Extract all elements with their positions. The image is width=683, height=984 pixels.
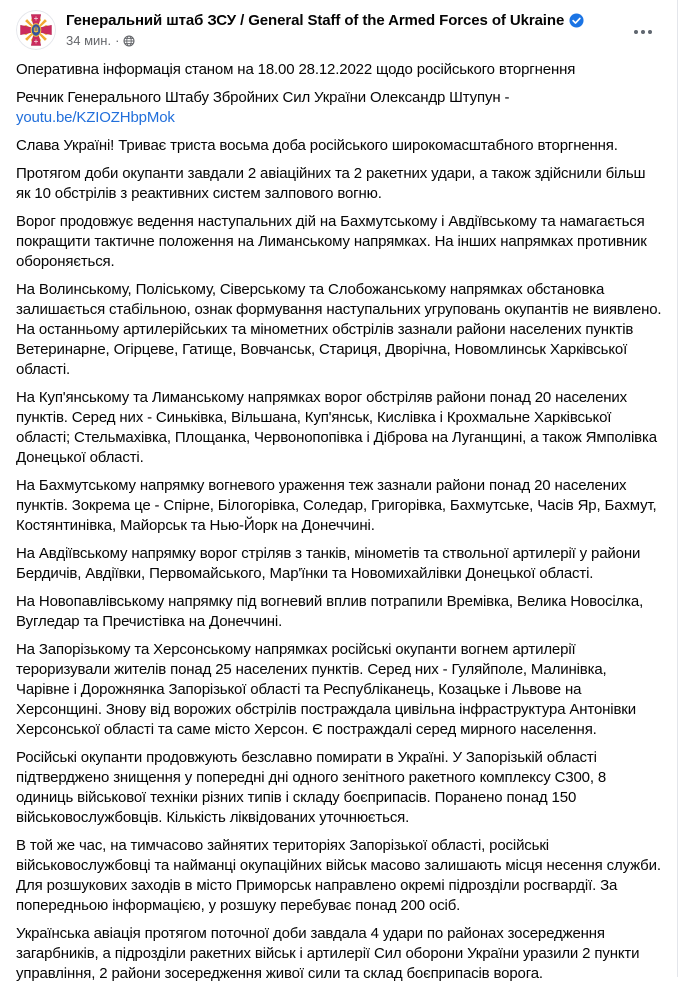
- post-paragraph: Протягом доби окупанти завдали 2 авіаційних та 2 ракетних удари, а також здійснили більш як 10 обстрілів з реактивних систем залпового вогню.: [16, 165, 646, 202]
- post-paragraph: Слава Україні! Триває триста восьма доба російського широкомасштабного вторгнення.: [16, 137, 618, 154]
- post-paragraph: На Новопавлівському напрямку під вогневий вплив потрапили Времівка, Велика Новосілка, Вугледар та Пречистівка на Донеччині.: [16, 593, 644, 630]
- speaker-text: Речник Генерального Штабу Збройних Сил України Олександр Штупун -: [16, 89, 510, 106]
- post-paragraph: Українська авіація протягом поточної доби завдала 4 удари по районах зосередження загарбників, а підрозділи ракетних військ і артилерії Сил оборони України уразили 2 пункти управління, 2 райони зосередження живої сили та склад боєприпасів ворога.: [16, 925, 640, 982]
- avatar[interactable]: [16, 10, 56, 50]
- header-meta: [66, 10, 663, 49]
- post-paragraph: На Авдіївському напрямку ворог стріляв з танків, мінометів та ствольної артилерії у райони Бердичів, Авдіївки, Первомайського, Мар'їнки та Новомихайлівки Донецької області.: [16, 545, 641, 582]
- youtube-link[interactable]: youtu.be/KZIOZHbpMok: [16, 109, 175, 126]
- post-paragraph-speaker: [16, 88, 663, 128]
- ellipsis-dot: [648, 30, 652, 34]
- post-paragraph: На Волинському, Поліському, Сіверському та Слобожанському напрямках обстановка залишається стабільною, ознак формування наступальних угруповань окупантів не виявлено. На останньому артилерійських та мінометних обстрілів зазнали райони населених пунктів Ветеринарне, Огірцеве, Гатище, Вовчанськ, Стариця, Дворічна, Новомлинськ Харківської області.: [16, 281, 662, 378]
- post-timestamp[interactable]: 34 мин.: [66, 33, 112, 48]
- post-paragraph: Російські окупанти продовжують безславно помирати в Україні. У Запорізькій області підтверджено знищення у попередні дні одного зенітного ракетного комплексу С300, 8 одиниць військової техніки різних типів і складу боєприпасів. Поранено понад 150 військовослужбовців. Кількість ліквідованих уточнюється.: [16, 749, 607, 826]
- post-paragraph-intro: Оперативна інформація станом на 18.00 28.12.2022 щодо російського вторгнення: [16, 61, 576, 78]
- general-staff-emblem-icon: [16, 10, 56, 50]
- page-name[interactable]: Генеральний штаб ЗСУ / General Staff of the Armed Forces of Ukraine: [66, 12, 565, 29]
- post-body: [16, 60, 663, 984]
- globe-icon: [123, 35, 135, 47]
- post-paragraph: На Куп'янському та Лиманському напрямках ворог обстріляв райони понад 20 населених пунктів. Серед них - Синьківка, Вільшана, Куп'янськ, Кислівка і Крохмальне Харківської області; Стельмахівка, Площанка, Червонопопівка і Діброва на Луганщині, а також Ямполівка Донецької області.: [16, 389, 657, 466]
- card-right-edge: [677, 0, 678, 977]
- post-paragraph: Ворог продовжує ведення наступальних дій на Бахмутському і Авдіївському та намагається покращити тактичне положення на Лиманському напрямках. На інших напрямках противник обороняється.: [16, 213, 647, 270]
- post-paragraph: На Запорізькому та Херсонському напрямках російські окупанти вогнем артилерії тероризували жителів понад 25 населених пунктів. Серед них - Гуляйполе, Малинівка, Чарівне і Дорожнянка Запорізької області та Республіканець, Козацьке і Львове на Херсонщині. Знову від ворожих обстрілів постраждала цивільна інфраструктура Антонівки Херсонської області та саме місто Херсон. Є постраждалі серед мирного населення.: [16, 641, 636, 738]
- post-paragraph: На Бахмутському напрямку вогневого ураження теж зазнали райони понад 20 населених пунктів. Зокрема це - Спірне, Білогорівка, Соледар, Григорівка, Бахмутське, Часів Яр, Бахмут, Костянтинівка, Майорськ та Нью-Йорк на Донеччині.: [16, 477, 657, 534]
- post-menu-button[interactable]: [627, 16, 659, 48]
- post-paragraph: В той же час, на тимчасово зайнятих територіях Запорізької області, російські військовослужбовці та найманці окупаційних військ масово залишають місця несення служби. Для розшукових заходів в місто Приморськ направлено окремі підрозділи росгвардії. За попередньою інформацією, у розшуку перебуває понад 200 осіб.: [16, 837, 661, 914]
- separator-dot: ·: [115, 33, 120, 48]
- verified-badge-icon: [569, 13, 584, 28]
- ellipsis-dot: [634, 30, 638, 34]
- ellipsis-dot: [641, 30, 645, 34]
- post-header: [16, 10, 663, 50]
